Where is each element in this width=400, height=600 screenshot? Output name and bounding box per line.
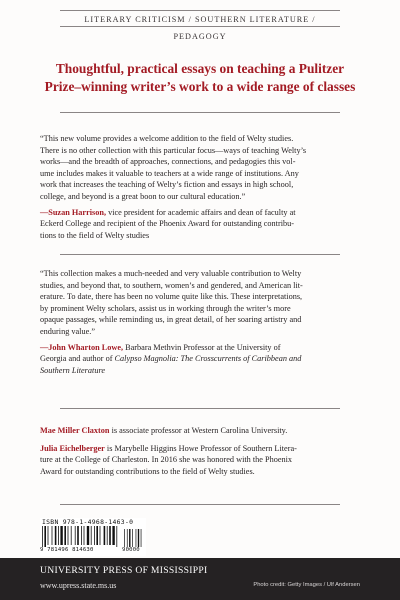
barcode-bar — [107, 526, 108, 545]
editor-bio-text: Award for outstanding contributions to the field of Welty studies. — [40, 466, 255, 476]
editor-name: Mae Miller Claxton — [40, 426, 110, 435]
blurb-line: by prominent Welty scholars, assist us in working through the writer’s more — [40, 303, 291, 313]
barcode-bar — [42, 526, 43, 547]
divider — [60, 408, 340, 409]
barcode-bar — [75, 526, 76, 545]
blurb-lowe — [40, 268, 360, 380]
tagline-line: Thoughtful, practical essays on teaching a Pulitzer — [55, 61, 345, 76]
barcode-bar — [109, 526, 111, 545]
book-title: Calypso Magnolia: The Crosscurrents of Caribbean and — [114, 354, 302, 364]
barcode-bar — [129, 529, 130, 547]
tagline — [20, 60, 380, 95]
editor-bio-text: is associate professor at Western Carolina University. — [109, 426, 288, 435]
barcode-bar — [127, 529, 128, 547]
barcode-bar — [52, 526, 53, 545]
barcode-bar — [112, 526, 114, 545]
barcode-bar — [116, 526, 117, 547]
subject-categories: LITERARY CRITICISM / SOUTHERN LITERATURE / PEDAGOGY — [60, 10, 340, 27]
barcode-bar — [91, 526, 92, 545]
barcode-bar — [44, 526, 46, 547]
barcode-bar — [87, 526, 89, 545]
blurb-line: studies, and beyond that, to southern, women’s and gendered, and American lit- — [40, 280, 303, 290]
divider — [60, 254, 340, 255]
barcode-bar — [68, 526, 69, 545]
blurb-line: work that increases the teaching of Welty’s fiction and essays in high school, — [40, 180, 294, 190]
barcode-icon — [40, 526, 146, 547]
blurb-line: enduring value.” — [40, 326, 95, 336]
blurb-attribution — [40, 207, 360, 242]
barcode-bar — [84, 526, 85, 545]
blurb-line: erature. To date, there has been no volume quite like this. These interpretations, — [40, 292, 303, 302]
publisher-url[interactable]: www.upress.state.ms.us — [40, 581, 117, 590]
blurb-line: “This collection makes a much-needed and very valuable contribution to Welty — [40, 269, 302, 278]
divider — [60, 504, 340, 505]
barcode-bar — [71, 526, 72, 545]
barcode-bar — [100, 526, 101, 545]
barcode-bar — [58, 526, 59, 545]
blurb-affiliation: tions to the field of Welty studies — [40, 230, 150, 240]
blurb-line: works—and the breadth of approaches, connections, and pedagogies this vol- — [40, 157, 296, 167]
barcode-bar — [138, 529, 139, 547]
editor-name: Julia Eichelberger — [40, 443, 105, 453]
blurb-affiliation: Eckerd College and recipient of the Phoenix Award for outstanding contribu- — [40, 219, 295, 229]
blurb-line: “This new volume provides a welcome addition to the field of Welty studies. — [40, 134, 294, 143]
blurb-author: —Suzan Harrison, — [40, 207, 107, 217]
blurb-line: college, and beyond is a great boon to our cultural education.” — [40, 191, 246, 201]
isbn-label: ISBN 978-1-4968-1463-0 — [42, 518, 134, 526]
barcode-bar — [64, 526, 66, 545]
isbn-barcode — [40, 518, 146, 556]
blurb-attribution — [40, 342, 360, 377]
blurb-affiliation: vice president for academic affairs and dean of faculty at — [106, 207, 296, 217]
tagline-line: Prize–winning writer’s work to a wide range of classes — [44, 78, 356, 94]
divider — [60, 112, 340, 113]
barcode-bar — [94, 526, 95, 545]
editor-bio — [40, 443, 360, 478]
barcode-number: 9 781496 814630 — [40, 547, 94, 553]
barcode-bar — [124, 529, 125, 547]
publisher-name: UNIVERSITY PRESS OF MISSISSIPPI — [40, 565, 208, 576]
barcode-bar — [77, 526, 79, 545]
blurb-harrison — [40, 133, 360, 245]
blurb-text — [40, 133, 360, 203]
barcode-price-code: 90000 — [122, 547, 140, 553]
blurb-affiliation: Barbara Methvin Professor at the University of — [123, 342, 281, 352]
publisher-footer — [0, 558, 400, 600]
barcode-bar — [132, 529, 133, 547]
editor-bio-text: ture at the College of Charleston. In 2016 she was honored with the Phoenix — [40, 455, 293, 465]
blurb-affiliation: Georgia and author of — [40, 354, 115, 364]
editor-bio — [40, 425, 360, 437]
barcode-bar — [141, 529, 142, 547]
editor-bios — [40, 425, 360, 483]
blurb-text — [40, 268, 360, 338]
editor-bio-text: is Marybelle Higgins Howe Professor of Southern Litera- — [104, 443, 297, 453]
barcode-bar — [136, 529, 137, 547]
barcode-digits — [40, 547, 146, 553]
barcode-bar — [96, 526, 98, 545]
barcode-bar — [48, 526, 49, 545]
barcode-bar — [81, 526, 82, 545]
blurb-line: There is no other collection with this particular focus—ways of teaching Welty’s — [40, 145, 307, 155]
blurb-line: ume includes makes it valuable to teachers at a wide range of institutions. Any — [40, 168, 299, 178]
book-title: Southern Literature — [40, 365, 106, 375]
barcode-bar — [104, 526, 106, 545]
barcode-bar — [55, 526, 57, 545]
barcode-bar — [60, 526, 62, 545]
blurb-author: —John Wharton Lowe, — [40, 342, 124, 352]
photo-credit: Photo credit: Getty Images / Ulf Andersen — [253, 582, 360, 588]
blurb-line: opaque passages, while reminding us, in great detail, of her soaring artistry and — [40, 315, 302, 325]
